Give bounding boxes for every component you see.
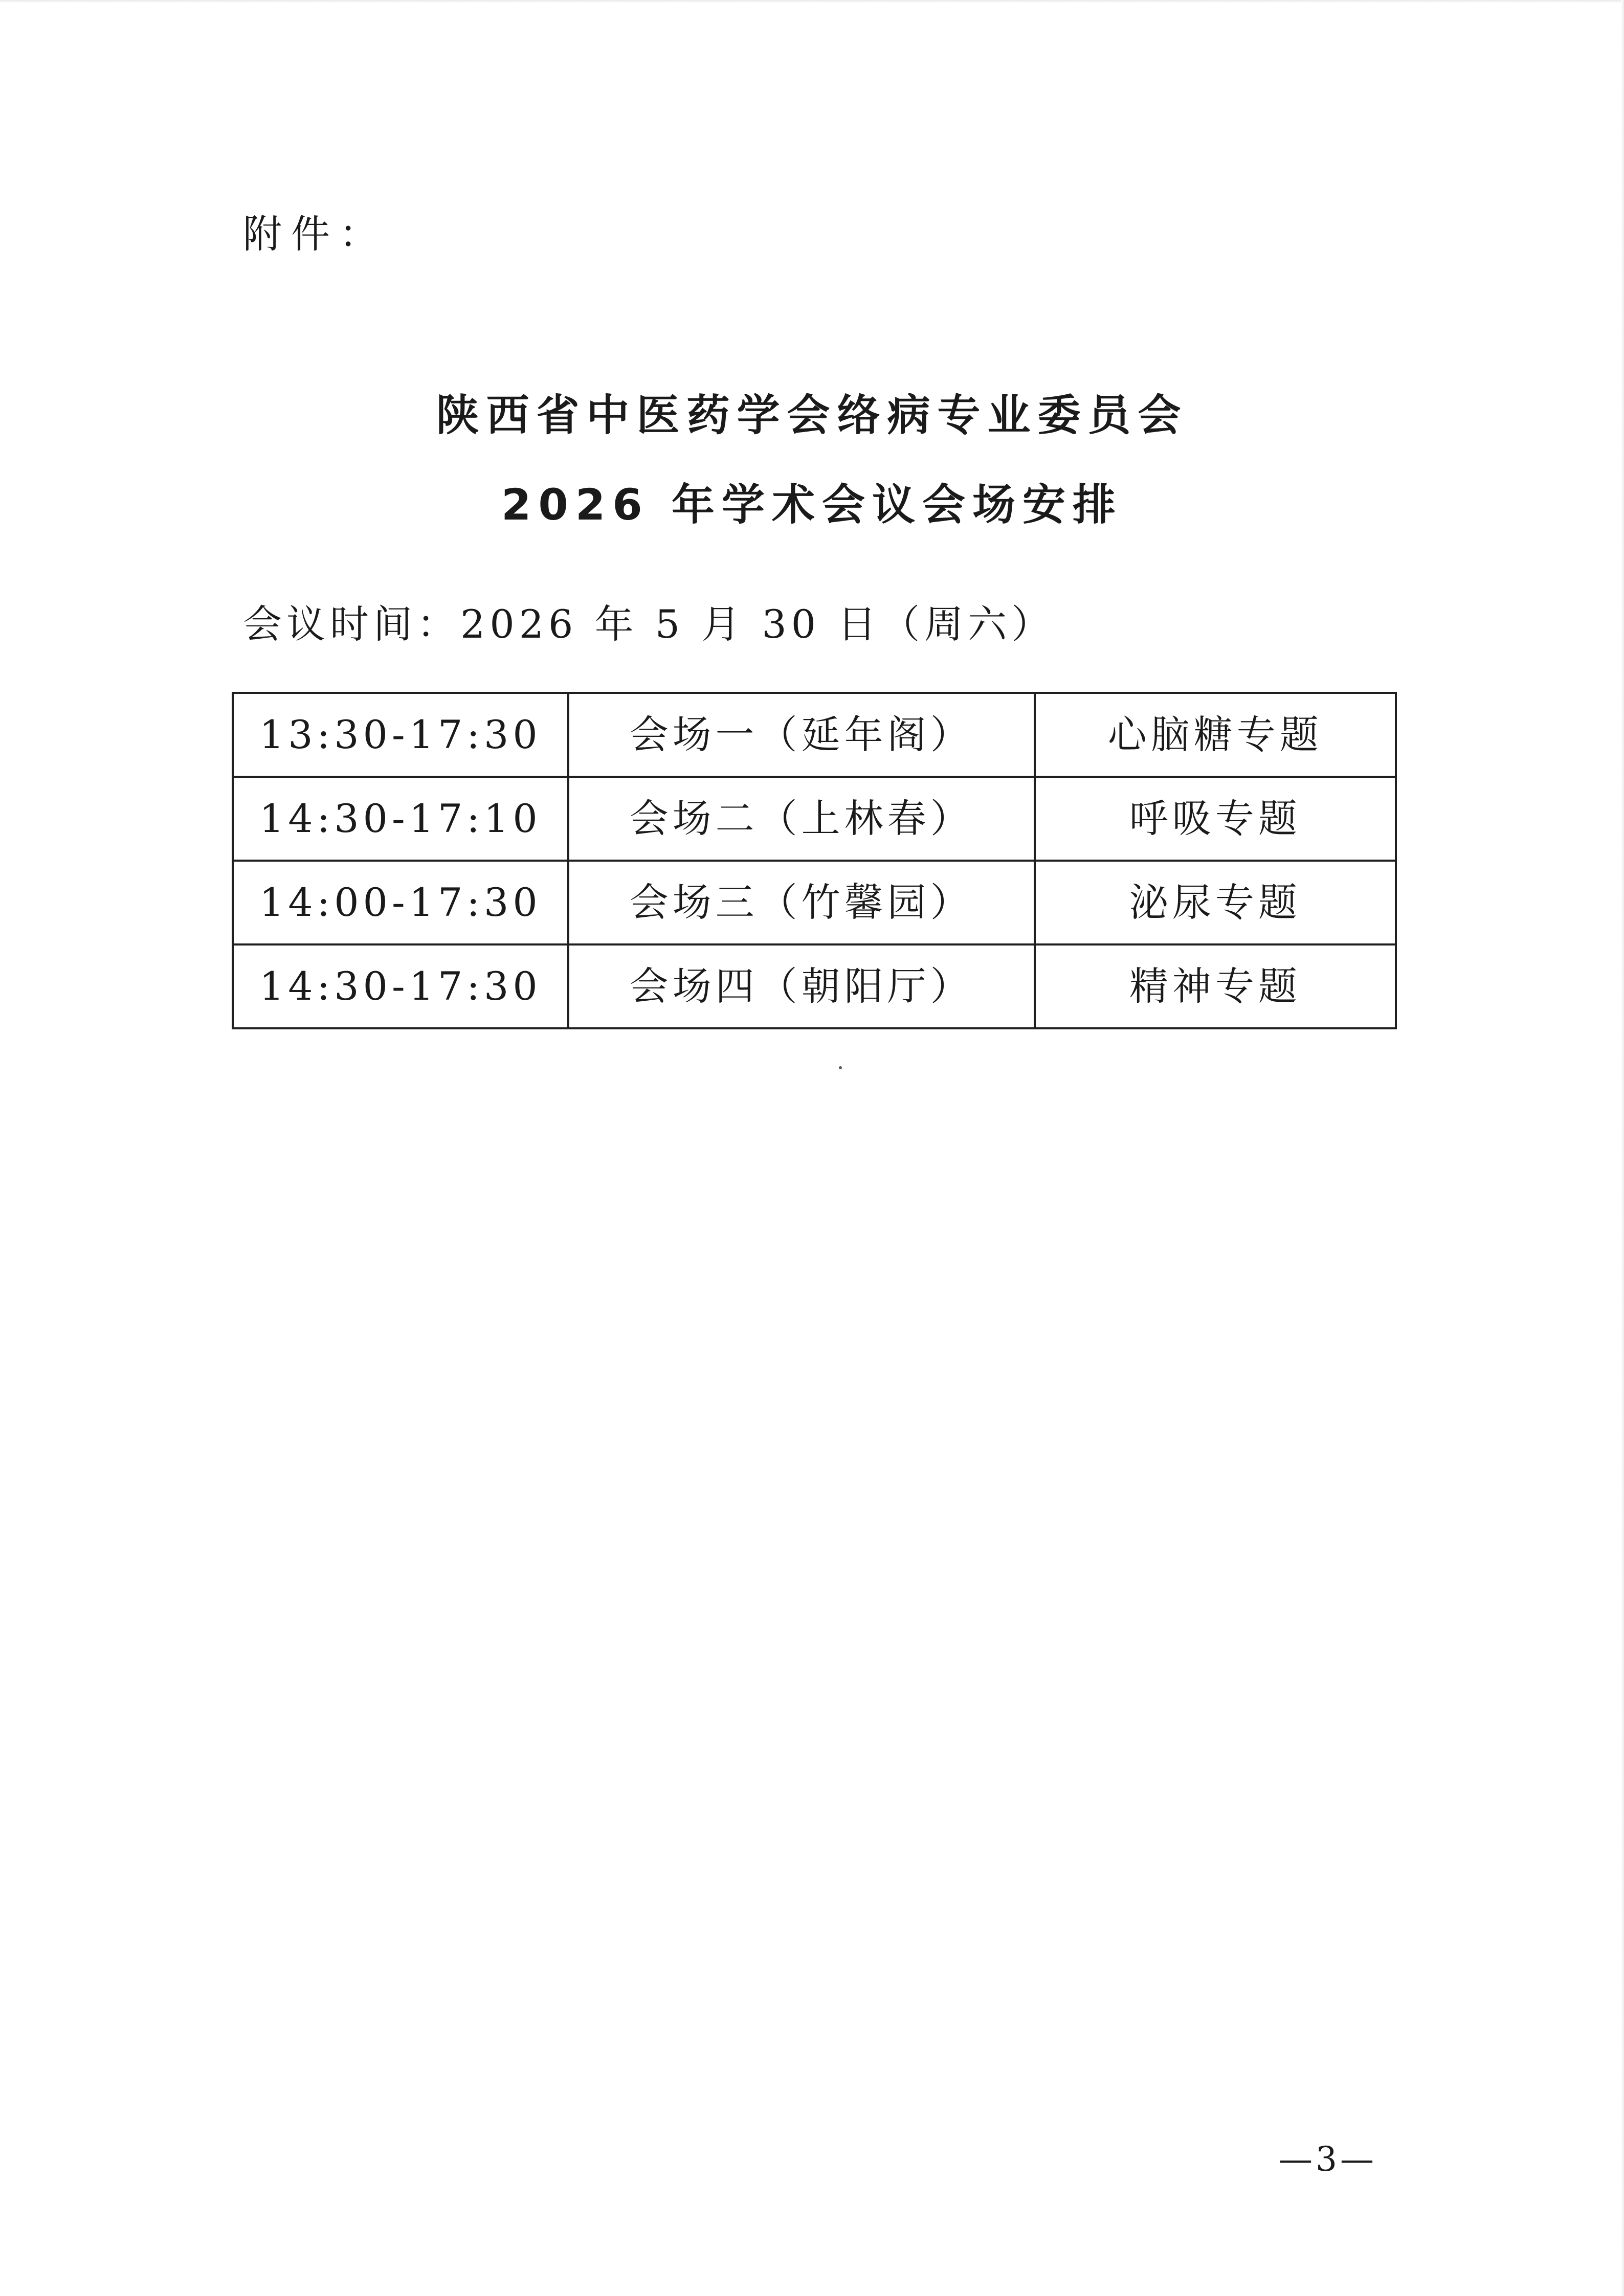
scan-speck [839, 1066, 842, 1069]
scan-edge-top [0, 0, 1624, 3]
session-topic: 呼吸专题 [1035, 777, 1396, 861]
table-row [233, 861, 1396, 944]
session-venue: 会场四（朝阳厅） [568, 944, 1035, 1028]
session-venue: 会场一（延年阁） [568, 693, 1035, 777]
table-row [233, 693, 1396, 777]
schedule-table [232, 692, 1397, 1029]
session-topic: 精神专题 [1035, 944, 1396, 1028]
session-venue: 会场二（上林春） [568, 777, 1035, 861]
attachment-label: 附件： [243, 211, 387, 257]
session-topic: 泌尿专题 [1035, 861, 1396, 944]
table-row [233, 944, 1396, 1028]
meeting-time: 会议时间：2026 年 5 月 30 日（周六） [243, 601, 1055, 647]
table-row [233, 777, 1396, 861]
document-title-line-1: 陕西省中医药学会络病专业委员会 [436, 390, 1188, 440]
session-time: 13:30-17:30 [233, 693, 568, 777]
session-venue: 会场三（竹馨园） [568, 861, 1035, 944]
page-number: —3— [1279, 2140, 1377, 2179]
session-time: 14:30-17:10 [233, 777, 568, 861]
session-time: 14:30-17:30 [233, 944, 568, 1028]
scan-edge-right [1621, 0, 1624, 2296]
session-time: 14:00-17:30 [233, 861, 568, 944]
session-topic: 心脑糖专题 [1035, 693, 1396, 777]
document-title-line-2: 2026 年学术会议会场安排 [501, 480, 1123, 530]
